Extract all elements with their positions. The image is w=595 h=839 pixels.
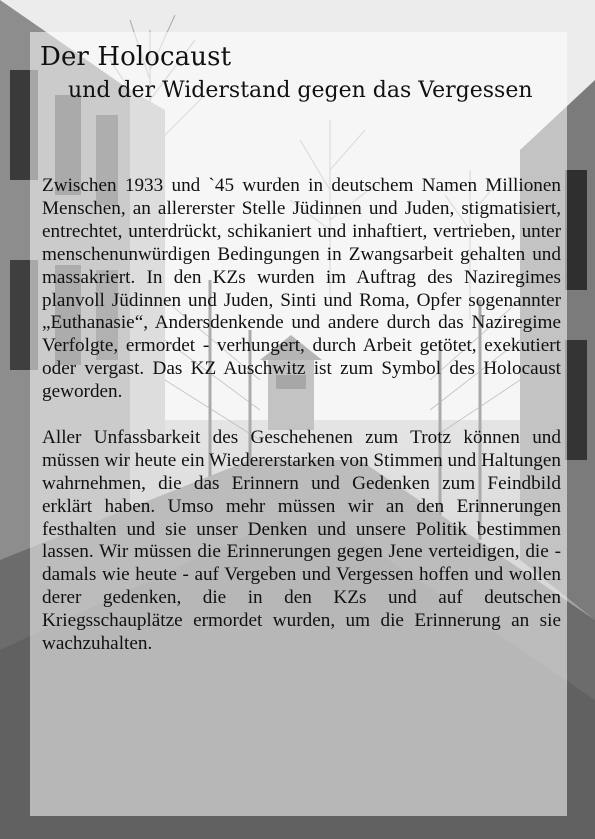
paragraph-2: Aller Unfassbarkeit des Geschehenen zum Trotz können und müssen wir heute ein Wiedererstarken von Stimmen und Haltungen wahrnehmen, die das Erinnern und Gedenken zum Feindbild erklärt haben. Umso mehr müssen wir an den Erinnerungen festhalten und sie unser Denken und unsere Politik bestimmen lassen. Wir müssen die Erinnerungen gegen Jene verteidigen, die - damals wie heute - auf Vergeben und Vergessen hoffen und wollen derer gedenken, die in den KZs und auf deutschen Kriegsschauplätze ermordet wurden, um die Erinnerung an sie wachzuhalten. [42, 426, 561, 655]
document-title [40, 40, 565, 106]
title-subtitle: und der Widerstand gegen das Vergessen [68, 78, 533, 103]
body-text [42, 175, 561, 679]
title-main: Der Holocaust [40, 42, 232, 72]
paragraph-1: Zwischen 1933 und `45 wurden in deutschem Namen Millionen Menschen, an allererster Stelle Jüdinnen und Juden, stigmatisiert, entrechtet, unterdrückt, schikaniert und inhaftiert, vertrieben, unter menschenunwürdigen Bedingungen in Zwangsarbeit gehalten und massakriert. In den KZs wurden im Auftrag des Naziregimes planvoll Jüdinnen und Juden, Sinti und Roma, Opfer sogenannter „Euthanasie“, Andersdenkende und andere durch das Naziregime Verfolgte, ermordet - verhungert, durch Arbeit getötet, exekutiert oder vergast. Das KZ Auschwitz ist zum Symbol des Holocaust geworden. [42, 175, 561, 403]
